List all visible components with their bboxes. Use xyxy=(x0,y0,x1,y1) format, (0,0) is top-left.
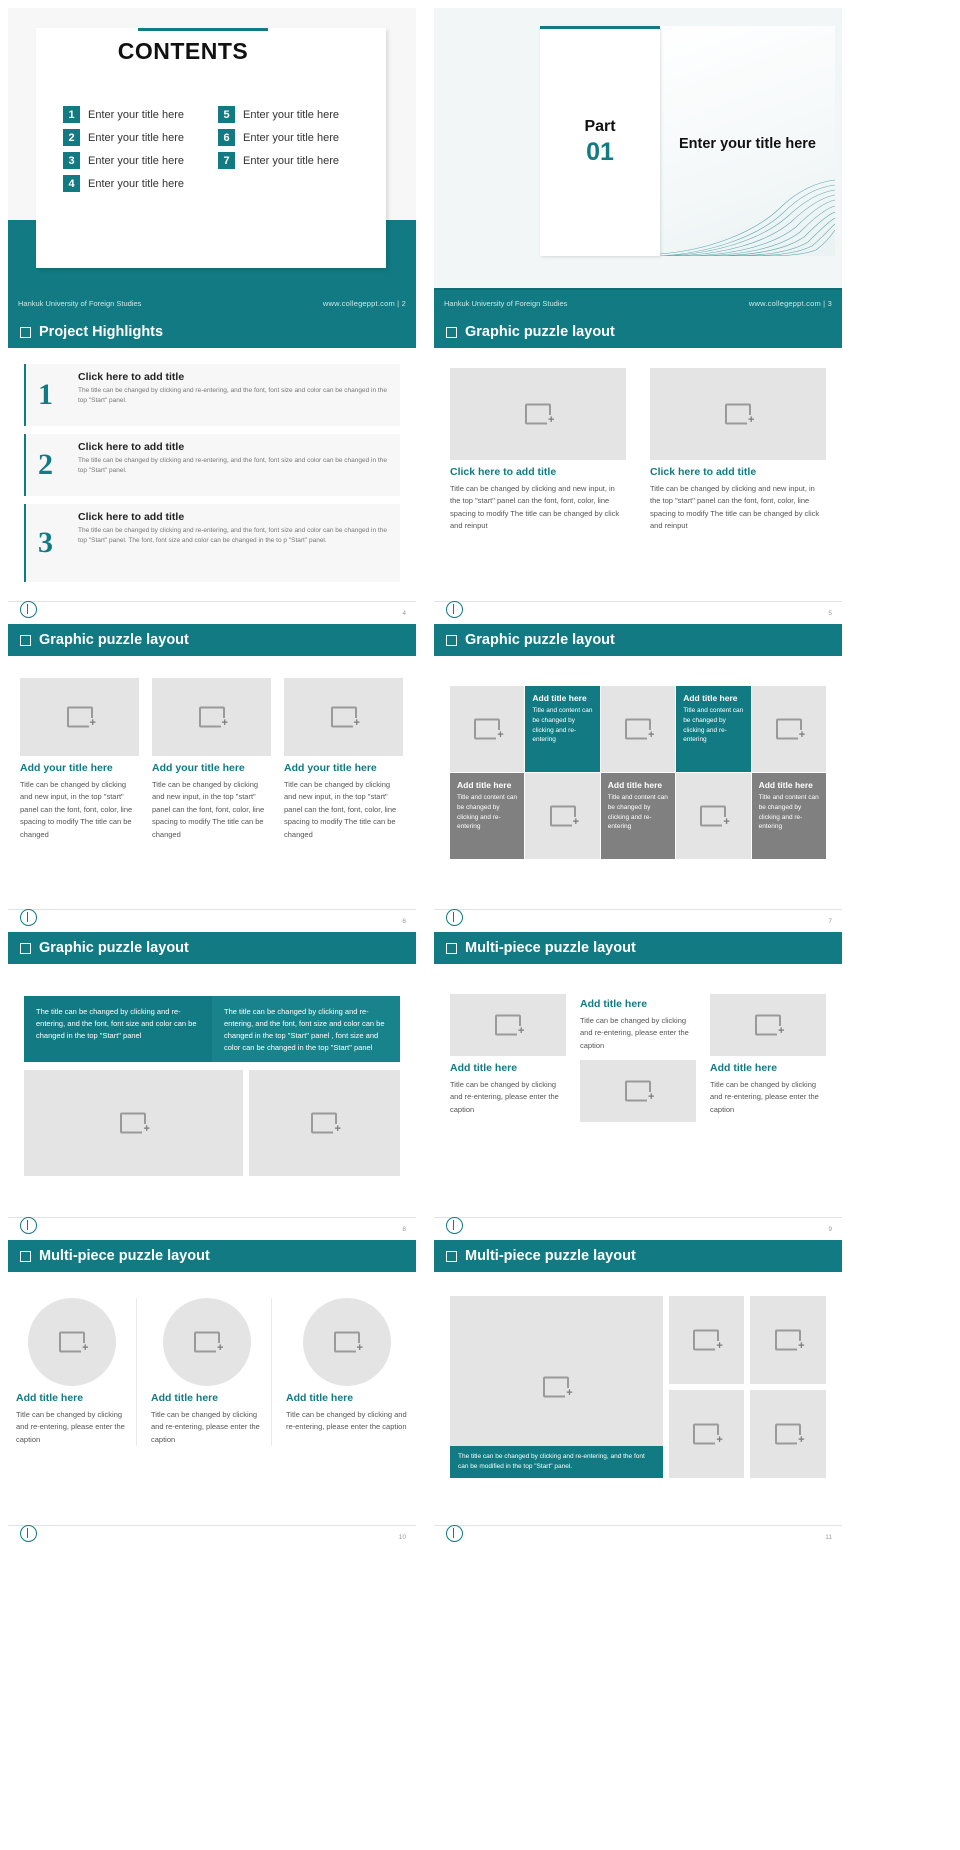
list-item[interactable] xyxy=(218,106,363,123)
checkbox-icon xyxy=(446,635,457,646)
tile-title: Add title here xyxy=(532,693,587,703)
slide-title: Project Highlights xyxy=(39,324,164,340)
tile-desc: Title and content can be changed by clicking and re-entering xyxy=(607,794,668,831)
list-item[interactable] xyxy=(63,129,208,146)
page-number: 6 xyxy=(402,918,406,925)
part-word: Part xyxy=(584,118,616,135)
image-placeholder[interactable] xyxy=(284,678,403,756)
logo-icon xyxy=(20,909,37,926)
slide-title-bar xyxy=(8,932,416,964)
list-item[interactable] xyxy=(63,152,208,169)
page-number: 8 xyxy=(402,1226,406,1233)
image-placeholder[interactable] xyxy=(669,1390,745,1478)
text-block[interactable] xyxy=(24,996,212,1062)
item-label: Enter your title here xyxy=(88,154,184,167)
caption-bar[interactable] xyxy=(450,1446,663,1478)
tile-title: Add title here xyxy=(457,780,512,790)
image-placeholder[interactable] xyxy=(249,1070,400,1176)
highlight-number: 1 xyxy=(38,378,53,411)
logo-icon xyxy=(446,1525,463,1542)
card-title: Add your title here xyxy=(284,762,377,774)
list-item[interactable] xyxy=(218,152,363,169)
slide-graphic-puzzle-3col[interactable] xyxy=(8,624,416,932)
slide-title-bar xyxy=(8,624,416,656)
logo-icon xyxy=(446,601,463,618)
item-label: Enter your title here xyxy=(243,131,339,144)
item-number: 6 xyxy=(218,129,235,146)
part-accent-bar xyxy=(540,26,660,29)
slide-project-highlights[interactable] xyxy=(8,316,416,624)
image-placeholder[interactable] xyxy=(676,773,750,859)
item-number: 5 xyxy=(218,106,235,123)
slide-title-bar xyxy=(434,1240,842,1272)
highlight-row[interactable] xyxy=(24,504,400,582)
page-number: 11 xyxy=(825,1534,832,1541)
mosaic-tile[interactable] xyxy=(450,773,524,859)
card-title: Click here to add title xyxy=(450,466,557,478)
card-desc: Title can be changed by clicking and re-entering, please enter the caption xyxy=(286,1410,407,1432)
footer-left: Hankuk University of Foreign Studies xyxy=(18,298,142,308)
slide-title: Graphic puzzle layout xyxy=(39,632,189,648)
image-placeholder[interactable] xyxy=(450,368,626,460)
image-placeholder[interactable] xyxy=(580,1060,696,1122)
slide-title-bar xyxy=(434,316,842,348)
card-desc: Title can be changed by clicking and re-entering, please enter the caption xyxy=(580,1016,689,1050)
slide-footer xyxy=(8,290,416,316)
divider xyxy=(434,909,842,910)
image-placeholder[interactable] xyxy=(710,994,826,1056)
mosaic-tile[interactable] xyxy=(601,773,675,859)
highlight-desc: The title can be changed by clicking and re-entering, and the font, font size and color can be changed in the top "Start" panel. xyxy=(78,457,387,474)
logo-icon xyxy=(446,1217,463,1234)
caption-text: The title can be changed by clicking and re-entering, and the font can be modified in the top "Start" panel. xyxy=(458,1453,645,1470)
list-item[interactable] xyxy=(63,175,208,192)
checkbox-icon xyxy=(446,1251,457,1262)
slide-multi-piece-big-left[interactable] xyxy=(434,1240,842,1548)
item-number: 2 xyxy=(63,129,80,146)
card-title: Add title here xyxy=(286,1392,354,1404)
highlight-title: Click here to add title xyxy=(78,441,185,453)
list-item[interactable] xyxy=(218,129,363,146)
image-placeholder[interactable] xyxy=(450,994,566,1056)
image-placeholder[interactable] xyxy=(650,368,826,460)
image-placeholder[interactable] xyxy=(24,1070,243,1176)
slide-title: Graphic puzzle layout xyxy=(39,940,189,956)
page-number: 9 xyxy=(828,1226,832,1233)
title-accent-bar xyxy=(138,28,268,31)
item-label: Enter your title here xyxy=(88,177,184,190)
slide-multi-piece-3col[interactable] xyxy=(434,932,842,1240)
image-placeholder[interactable] xyxy=(750,1390,826,1478)
slide-footer xyxy=(434,290,842,316)
card-desc: Title can be changed by clicking and re-entering, please enter the caption xyxy=(450,1080,559,1114)
page-number: 10 xyxy=(398,1534,406,1541)
card-title: Add title here xyxy=(710,1062,778,1074)
item-label: Enter your title here xyxy=(243,154,339,167)
checkbox-icon xyxy=(446,327,457,338)
image-placeholder[interactable] xyxy=(750,1296,826,1384)
card-desc: Title can be changed by clicking and re-entering, please enter the caption xyxy=(16,1410,125,1444)
image-placeholder[interactable] xyxy=(303,1298,391,1386)
tile-desc: Title and content can be changed by clicking and re-entering xyxy=(532,707,593,744)
decorative-wave xyxy=(660,176,835,256)
image-placeholder[interactable] xyxy=(752,686,826,772)
item-label: Enter your title here xyxy=(88,131,184,144)
tile-title: Add title here xyxy=(683,693,738,703)
mosaic-tile[interactable] xyxy=(676,686,750,772)
item-number: 3 xyxy=(63,152,80,169)
text-block[interactable] xyxy=(212,996,400,1062)
highlight-desc: The title can be changed by clicking and re-entering, and the font, font size and color can be changed in the top "Start" panel. xyxy=(78,387,387,404)
highlight-title: Click here to add title xyxy=(78,511,185,523)
card-desc: Title can be changed by clicking and re-entering, please enter the caption xyxy=(710,1080,819,1114)
card-title: Add title here xyxy=(580,998,648,1010)
footer-right: www.collegeppt.com | 2 xyxy=(322,298,406,308)
divider xyxy=(434,1217,842,1218)
highlight-row[interactable] xyxy=(24,364,400,426)
slide-title-bar xyxy=(434,932,842,964)
slide-title-bar xyxy=(434,624,842,656)
divider xyxy=(8,1217,416,1218)
footer-left: Hankuk University of Foreign Studies xyxy=(444,298,568,308)
card-desc: Title can be changed by clicking and new input, in the top "start" panel can the font, font, color, line spacing to modify The title can be changed xyxy=(20,780,133,839)
image-placeholder[interactable] xyxy=(450,686,524,772)
image-placeholder[interactable] xyxy=(669,1296,745,1384)
card-desc: Title can be changed by clicking and re-entering, please enter the caption xyxy=(151,1410,260,1444)
divider xyxy=(8,909,416,910)
highlight-number: 2 xyxy=(38,448,53,481)
slide-multi-piece-circles[interactable] xyxy=(8,1240,416,1548)
highlight-desc: The title can be changed by clicking and re-entering, and the font, font size and color can be changed in the top "Start" panel. The font, font size and color can be changed in the to p "Start" panel. xyxy=(78,527,387,544)
page-number: 7 xyxy=(828,918,832,925)
item-number: 7 xyxy=(218,152,235,169)
card-title: Add title here xyxy=(450,1062,518,1074)
footer-right: www.collegeppt.com | 3 xyxy=(748,298,832,308)
divider xyxy=(434,1525,842,1526)
slide-heading: Enter your title here xyxy=(679,136,816,152)
card-title: Add title here xyxy=(16,1392,84,1404)
slide-graphic-puzzle-2col[interactable] xyxy=(434,316,842,624)
card-desc: Title can be changed by clicking and new input, in the top "start" panel can the font, font, color, line spacing to modify The title can be changed xyxy=(284,780,397,839)
card-title: Add title here xyxy=(151,1392,219,1404)
image-placeholder[interactable] xyxy=(152,678,271,756)
mosaic-tile[interactable] xyxy=(752,773,826,859)
image-placeholder[interactable] xyxy=(525,773,599,859)
item-number: 1 xyxy=(63,106,80,123)
logo-icon xyxy=(446,909,463,926)
card-title: Add your title here xyxy=(152,762,245,774)
slide-title: Multi-piece puzzle layout xyxy=(465,1248,636,1264)
text-block-content: The title can be changed by clicking and re-entering, and the font, font size and color can be changed in the top "Start" panel , font size and color can be changed in the top "Start" panel xyxy=(224,1007,385,1052)
card-desc: Title can be changed by clicking and new input, in the top "start" panel can the font, font, color, line spacing to modify The title can be changed by click and reinput xyxy=(650,484,820,531)
tile-desc: Title and content can be changed by clicking and re-entering xyxy=(457,794,518,831)
logo-icon xyxy=(20,601,37,618)
image-placeholder[interactable] xyxy=(20,678,139,756)
logo-icon xyxy=(20,1217,37,1234)
highlight-title: Click here to add title xyxy=(78,371,185,383)
checkbox-icon xyxy=(20,1251,31,1262)
card-desc: Title can be changed by clicking and new input, in the top "start" panel can the font, font, color, line spacing to modify The title can be changed by click and reinput xyxy=(450,484,620,531)
slide-title: Multi-piece puzzle layout xyxy=(465,940,636,956)
item-number: 4 xyxy=(63,175,80,192)
tile-title: Add title here xyxy=(607,780,663,790)
slide-contents[interactable] xyxy=(8,8,416,316)
part-number: 01 xyxy=(586,138,614,166)
page-title: CONTENTS xyxy=(117,38,249,64)
page-number: 5 xyxy=(828,610,832,617)
slide-graphic-puzzle-mosaic[interactable] xyxy=(434,624,842,932)
slide-title: Graphic puzzle layout xyxy=(465,324,615,340)
slide-title: Graphic puzzle layout xyxy=(465,632,615,648)
image-placeholder[interactable] xyxy=(28,1298,116,1386)
page-number: 4 xyxy=(402,610,406,617)
logo-icon xyxy=(20,1525,37,1542)
tile-title: Add title here xyxy=(758,780,813,790)
tile-desc: Title and content can be changed by clicking and re-entering xyxy=(758,794,819,831)
divider xyxy=(434,601,842,602)
highlight-number: 3 xyxy=(38,526,53,559)
contents-list xyxy=(63,106,363,192)
tile-desc: Title and content can be changed by clicking and re-entering xyxy=(683,707,744,744)
divider xyxy=(8,1525,416,1526)
image-placeholder[interactable] xyxy=(601,686,675,772)
checkbox-icon xyxy=(20,943,31,954)
slide-graphic-puzzle-text-top[interactable] xyxy=(8,932,416,1240)
checkbox-icon xyxy=(20,635,31,646)
item-label: Enter your title here xyxy=(88,108,184,121)
slide-part-divider[interactable] xyxy=(434,8,842,316)
mosaic-tile[interactable] xyxy=(525,686,599,772)
slide-title-bar xyxy=(8,1240,416,1272)
image-placeholder[interactable] xyxy=(163,1298,251,1386)
card-title: Click here to add title xyxy=(650,466,757,478)
checkbox-icon xyxy=(446,943,457,954)
checkbox-icon xyxy=(20,327,31,338)
slide-title-bar xyxy=(8,316,416,348)
slide-title: Multi-piece puzzle layout xyxy=(39,1248,210,1264)
card-desc: Title can be changed by clicking and new input, in the top "start" panel can the font, font, color, line spacing to modify The title can be changed xyxy=(152,780,265,839)
item-label: Enter your title here xyxy=(243,108,339,121)
card-title: Add your title here xyxy=(20,762,113,774)
highlight-row[interactable] xyxy=(24,434,400,496)
list-item[interactable] xyxy=(63,106,208,123)
text-block-content: The title can be changed by clicking and re-entering, and the font, font size and color can be changed in the top "Start" panel xyxy=(36,1007,197,1040)
divider xyxy=(8,601,416,602)
